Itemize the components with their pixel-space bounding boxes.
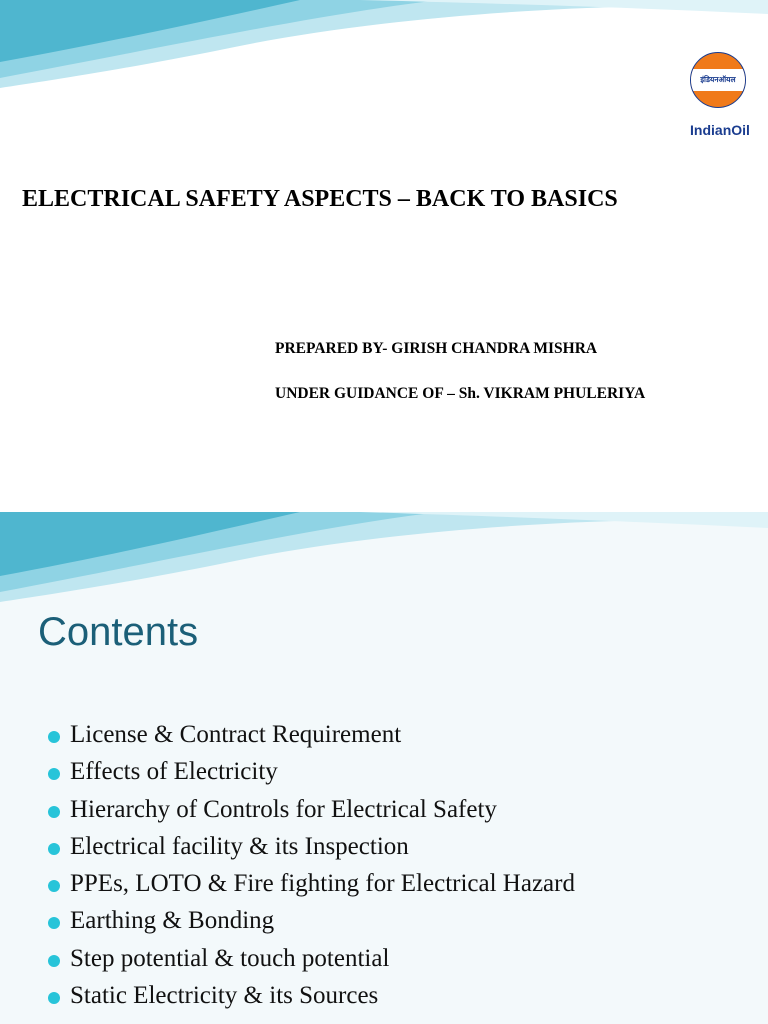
- bullet-icon: [48, 843, 60, 855]
- indianoil-logo: [672, 42, 768, 158]
- guidance: UNDER GUIDANCE OF – Sh. VIKRAM PHULERIYA: [275, 385, 646, 402]
- logo-brand-text: IndianOil: [690, 122, 750, 138]
- bullet-icon: [48, 917, 60, 929]
- list-item-text: Earthing & Bonding: [70, 907, 275, 935]
- list-item: [48, 906, 575, 943]
- list-item-text: License & Contract Requirement: [70, 721, 402, 748]
- bullet-icon: [48, 992, 60, 1004]
- list-item-text: Static Electricity & its Sources: [70, 982, 379, 1010]
- list-item-text: Hierarchy of Controls for Electrical Safety: [70, 795, 497, 823]
- list-item-text: Electrical facility & its Inspection: [70, 832, 409, 860]
- logo-orange-circle: [691, 53, 745, 107]
- list-item: [48, 720, 575, 757]
- header-swoosh: [0, 512, 768, 612]
- bullet-icon: [48, 768, 60, 780]
- list-item: [48, 944, 575, 981]
- list-item: [48, 757, 575, 794]
- list-item-text: Effects of Electricity: [70, 758, 278, 786]
- bullet-icon: [48, 880, 60, 892]
- list-item: [48, 795, 575, 832]
- contents-heading: Contents: [38, 610, 199, 654]
- slide-title: ELECTRICAL SAFETY ASPECTS – BACK TO BASICS: [22, 186, 618, 212]
- contents-list: [48, 720, 575, 1018]
- logo-hindi-text: इंडियनऑयल: [691, 69, 745, 91]
- contents-slide: [0, 512, 768, 1024]
- bullet-icon: [48, 955, 60, 967]
- bullet-icon: [48, 806, 60, 818]
- bullet-icon: [48, 731, 60, 743]
- prepared-by: PREPARED BY- GIRISH CHANDRA MISHRA: [275, 340, 598, 357]
- list-item-text: Step potential & touch potential: [70, 944, 390, 972]
- list-item: [48, 832, 575, 869]
- list-item: [48, 869, 575, 906]
- header-swoosh: [0, 0, 768, 100]
- list-item-text: PPEs, LOTO & Fire fighting for Electrical Hazard: [70, 870, 575, 898]
- list-item: [48, 981, 575, 1018]
